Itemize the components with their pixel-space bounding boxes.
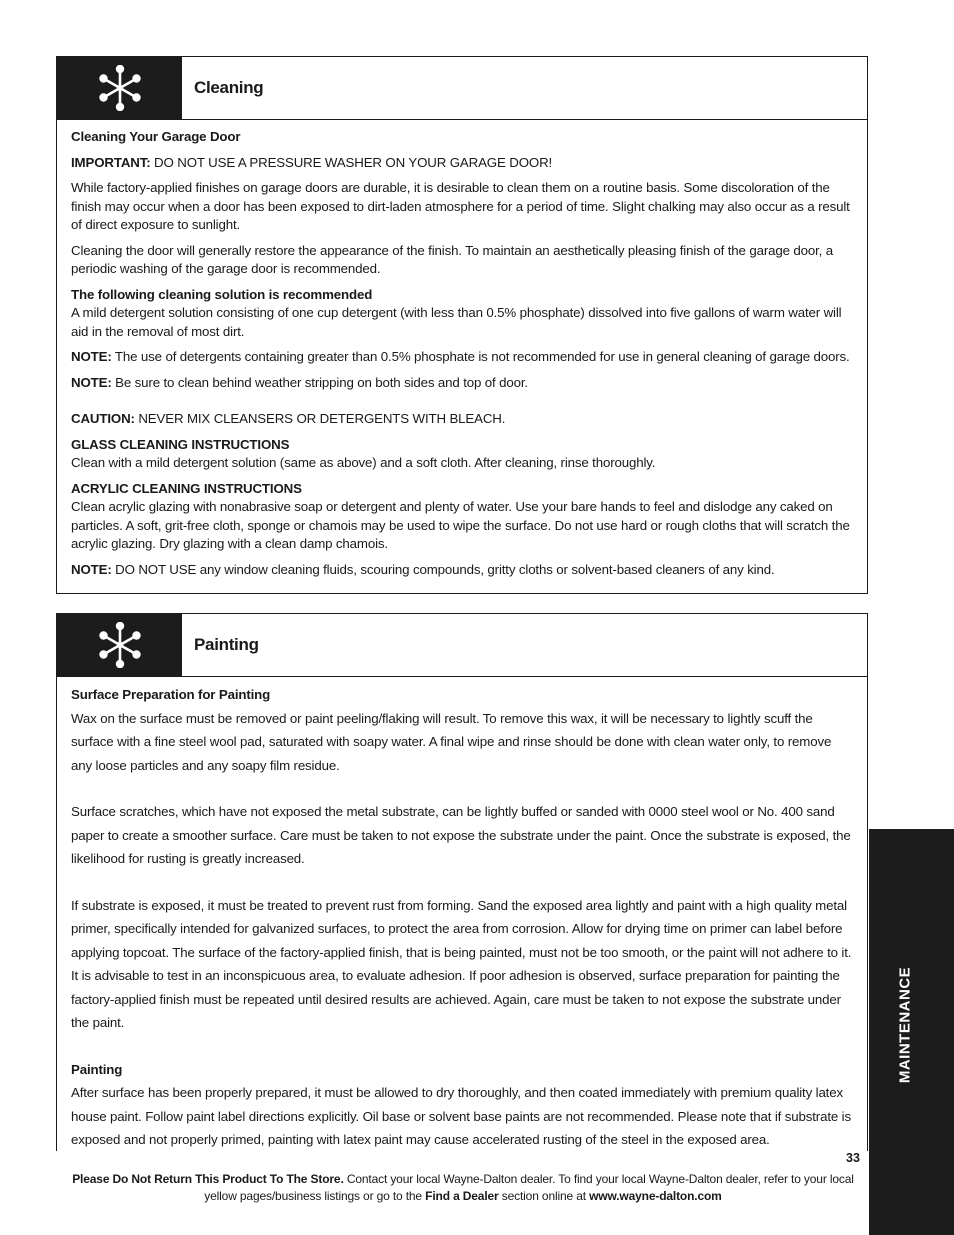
important-text: DO NOT USE A PRESSURE WASHER ON YOUR GARAGE DOOR! (150, 154, 553, 170)
painting-header (57, 614, 867, 677)
footer-text-2: section online at (498, 1189, 590, 1203)
cleaning-header (57, 57, 867, 120)
page-number: 33 (846, 1151, 860, 1165)
asterisk-flower-icon (57, 57, 182, 119)
note-text: The use of detergents containing greater than 0.5% phosphate is not recommended for use in general cleaning of garage doors. (111, 349, 850, 364)
cleaning-paragraph-2: Cleaning the door will generally restore the appearance of the finish. To maintain an aesthetically pleasing finish of the garage door, a periodic washing of the garage door is recommended. (71, 242, 833, 276)
footer-notice (60, 1171, 866, 1205)
note-label: NOTE: (71, 349, 112, 364)
painting-title: Painting (194, 635, 259, 654)
note-text: Be sure to clean behind weather stripping on both sides and top of door. (111, 374, 528, 390)
cleaning-subheading: Cleaning Your Garage Door (71, 129, 241, 144)
cleaning-panel (56, 56, 868, 594)
painting-paragraph: After surface has been properly prepared, it must be allowed to dry thoroughly, and then coated immediately with premium quality latex house paint. Follow paint label directions explicitly. Oil base or solvent base paints are not recommended. Please note that if substrate is exposed and not properly primed, painting with latex paint may cause accelerated rusting of the steel in the exposed area. (71, 1085, 851, 1147)
caution-text: NEVER MIX CLEANSERS OR DETERGENTS WITH BLEACH. (134, 411, 506, 426)
prep-paragraph: Wax on the surface must be removed or paint peeling/flaking will result. To remove this wax, it will be necessary to lightly scuff the surface with a fine steel wool pad, saturated with soapy water. A final wipe and rinse should be done with clean water only, to remove any loose particles and any soapy film residue. (71, 710, 832, 773)
find-a-dealer-link: Find a Dealer (425, 1189, 499, 1203)
painting-panel (56, 613, 868, 1151)
website-url: www.wayne-dalton.com (589, 1189, 722, 1203)
cleaning-title: Cleaning (194, 78, 264, 97)
note-text: DO NOT USE any window cleaning fluids, scouring compounds, gritty cloths or solvent-based cleaners of any kind. (111, 561, 775, 577)
important-notice (71, 154, 853, 173)
cleaning-paragraph-1: While factory-applied finishes on garage doors are durable, it is desirable to clean them on a routine basis. Some discoloration of the finish may occur when a door has been exposed to dirt-laden atmosphere for a period of time. Slight chalking may also occur as a result of direct exposure to sunlight. (71, 180, 850, 232)
painting-body (57, 677, 867, 1152)
caution-label: CAUTION: (71, 411, 135, 426)
glass-block (71, 436, 853, 473)
acrylic-text: Clean acrylic glazing with nonabrasive soap or detergent and plenty of water. Use your bare hands to feel and dislodge any caked on particles. A soft, grit-free cloth, sponge or chamois may be used to wipe the surface. Do not use hard or rough cloths that will scratch the acrylic glazing. Dry glazing with a clean damp chamois. (71, 499, 850, 551)
solution-text: A mild detergent solution consisting of one cup detergent (with less than 0.5% phosphate) dissolved into five gallons of warm water will aid in the removal of most dirt. (71, 305, 842, 339)
substrate-paragraph: If substrate is exposed, it must be treated to prevent rust from forming. Sand the exposed area lightly and paint with a high quality metal primer, specifically intended for galvanized surfaces, to protect the area from corrosion. Allow for drying time on primer can label before applying topcoat. The surface of the factory-applied finish, that is being painted, must not be too smooth, or the paint will not adhere to it. It is advisable to test in an inconspicuous area, to evaluate adhesion. If poor adhesion is observed, surface preparation for painting the factory-applied finish must be repeated until desired results are achieved. Again, care must be taken to not expose the substrate under the paint. (71, 897, 852, 1030)
acrylic-heading: ACRYLIC CLEANING INSTRUCTIONS (71, 480, 302, 496)
note-label: NOTE: (71, 374, 112, 390)
note-cleaners (71, 561, 853, 580)
asterisk-flower-icon (57, 614, 182, 676)
note-weather-stripping (71, 374, 853, 393)
important-label: IMPORTANT: (71, 154, 151, 170)
painting-subheading: Painting (71, 1061, 123, 1077)
note-phosphate (71, 348, 853, 367)
scratch-paragraph: Surface scratches, which have not exposed the metal substrate, can be lightly buffed or sanded with 0000 steel wool or No. 400 sand paper to create a smoother surface. Care must be taken to not expose the substrate under the paint. Once the substrate is exposed, the likelihood for rusting is greatly increased. (71, 804, 851, 866)
caution-notice (71, 410, 853, 429)
glass-heading: GLASS CLEANING INSTRUCTIONS (71, 436, 290, 452)
side-tab-text: MAINTENANCE (896, 966, 914, 1084)
acrylic-block (71, 480, 853, 554)
glass-text: Clean with a mild detergent solution (same as above) and a soft cloth. After cleaning, rinse thoroughly. (71, 455, 656, 470)
prep-heading: Surface Preparation for Painting (71, 687, 271, 702)
note-label: NOTE: (71, 561, 112, 577)
footer-text-1: Contact your local Wayne-Dalton dealer. To find your local Wayne-Dalton dealer, refer to your local yellow pages/business listings or go to the (204, 1172, 854, 1203)
cleaning-body (57, 120, 867, 579)
solution-heading: The following cleaning solution is recommended (71, 286, 373, 302)
solution-block (71, 286, 853, 342)
footer-bold-lead: Please Do Not Return This Product To The Store. (72, 1172, 344, 1186)
